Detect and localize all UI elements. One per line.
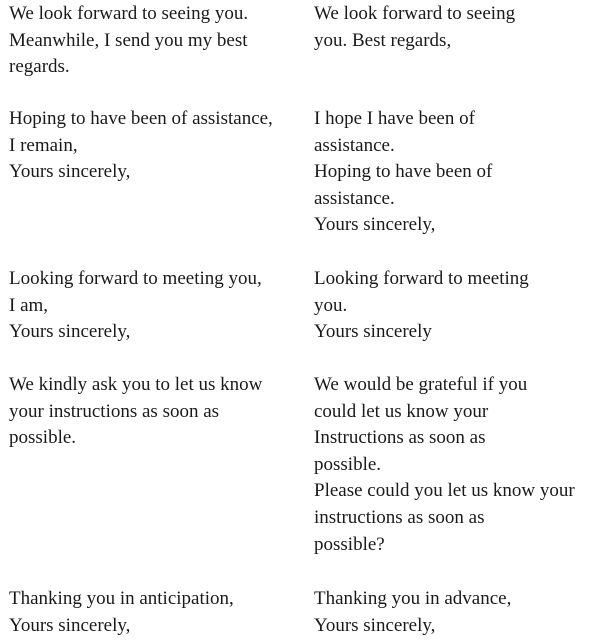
formal-line: Yours sincerely, xyxy=(9,161,131,183)
modern-closing-0 xyxy=(314,1,515,54)
modern-line: Yours sincerely xyxy=(314,321,432,343)
modern-line: possible? xyxy=(314,533,385,555)
formal-line: Yours sincerely, xyxy=(9,614,131,636)
modern-closing-1 xyxy=(314,106,492,239)
formal-line: Meanwhile, I send you my best xyxy=(9,29,248,51)
modern-line: Yours sincerely, xyxy=(314,214,436,236)
formal-line: We kindly ask you to let us know xyxy=(9,374,263,395)
formal-line: possible. xyxy=(9,427,77,449)
modern-line: could let us know your xyxy=(314,400,489,422)
formal-line: Hoping to have been of assistance, xyxy=(9,108,273,129)
formal-line: regards. xyxy=(9,56,70,78)
formal-line: your instructions as soon as xyxy=(9,400,220,422)
formal-closing-1 xyxy=(9,106,273,186)
modern-line: I hope I have been of xyxy=(314,108,475,129)
modern-line: possible. xyxy=(314,453,382,475)
modern-line: assistance. xyxy=(314,187,395,209)
modern-line: We look forward to seeing xyxy=(314,3,516,24)
modern-line: instructions as soon as xyxy=(314,506,485,528)
modern-line: assistance. xyxy=(314,134,395,156)
formal-line: I remain, xyxy=(9,134,78,156)
modern-line: Yours sincerely, xyxy=(314,614,436,636)
modern-line: Hoping to have been of xyxy=(314,161,493,183)
formal-line: Yours sincerely, xyxy=(9,321,131,343)
modern-line: Thanking you in advance, xyxy=(314,588,512,609)
modern-line: you. xyxy=(314,294,348,316)
modern-line: We would be grateful if you xyxy=(314,374,528,395)
modern-line: Instructions as soon as xyxy=(314,427,486,449)
formal-closing-3 xyxy=(9,372,262,452)
modern-closing-2 xyxy=(314,266,529,346)
modern-line: Please could you let us know your xyxy=(314,480,575,502)
formal-line: Looking forward to meeting you, xyxy=(9,268,262,289)
modern-line: you. Best regards, xyxy=(314,29,452,51)
modern-closing-4 xyxy=(314,586,511,639)
modern-closing-3 xyxy=(314,372,575,558)
formal-line: I am, xyxy=(9,294,49,316)
formal-closing-2 xyxy=(9,266,262,346)
formal-closing-0 xyxy=(9,1,248,81)
formal-line: Thanking you in anticipation, xyxy=(9,588,234,609)
formal-closing-4 xyxy=(9,586,234,639)
formal-line: We look forward to seeing you. xyxy=(9,3,249,24)
modern-line: Looking forward to meeting xyxy=(314,268,529,289)
